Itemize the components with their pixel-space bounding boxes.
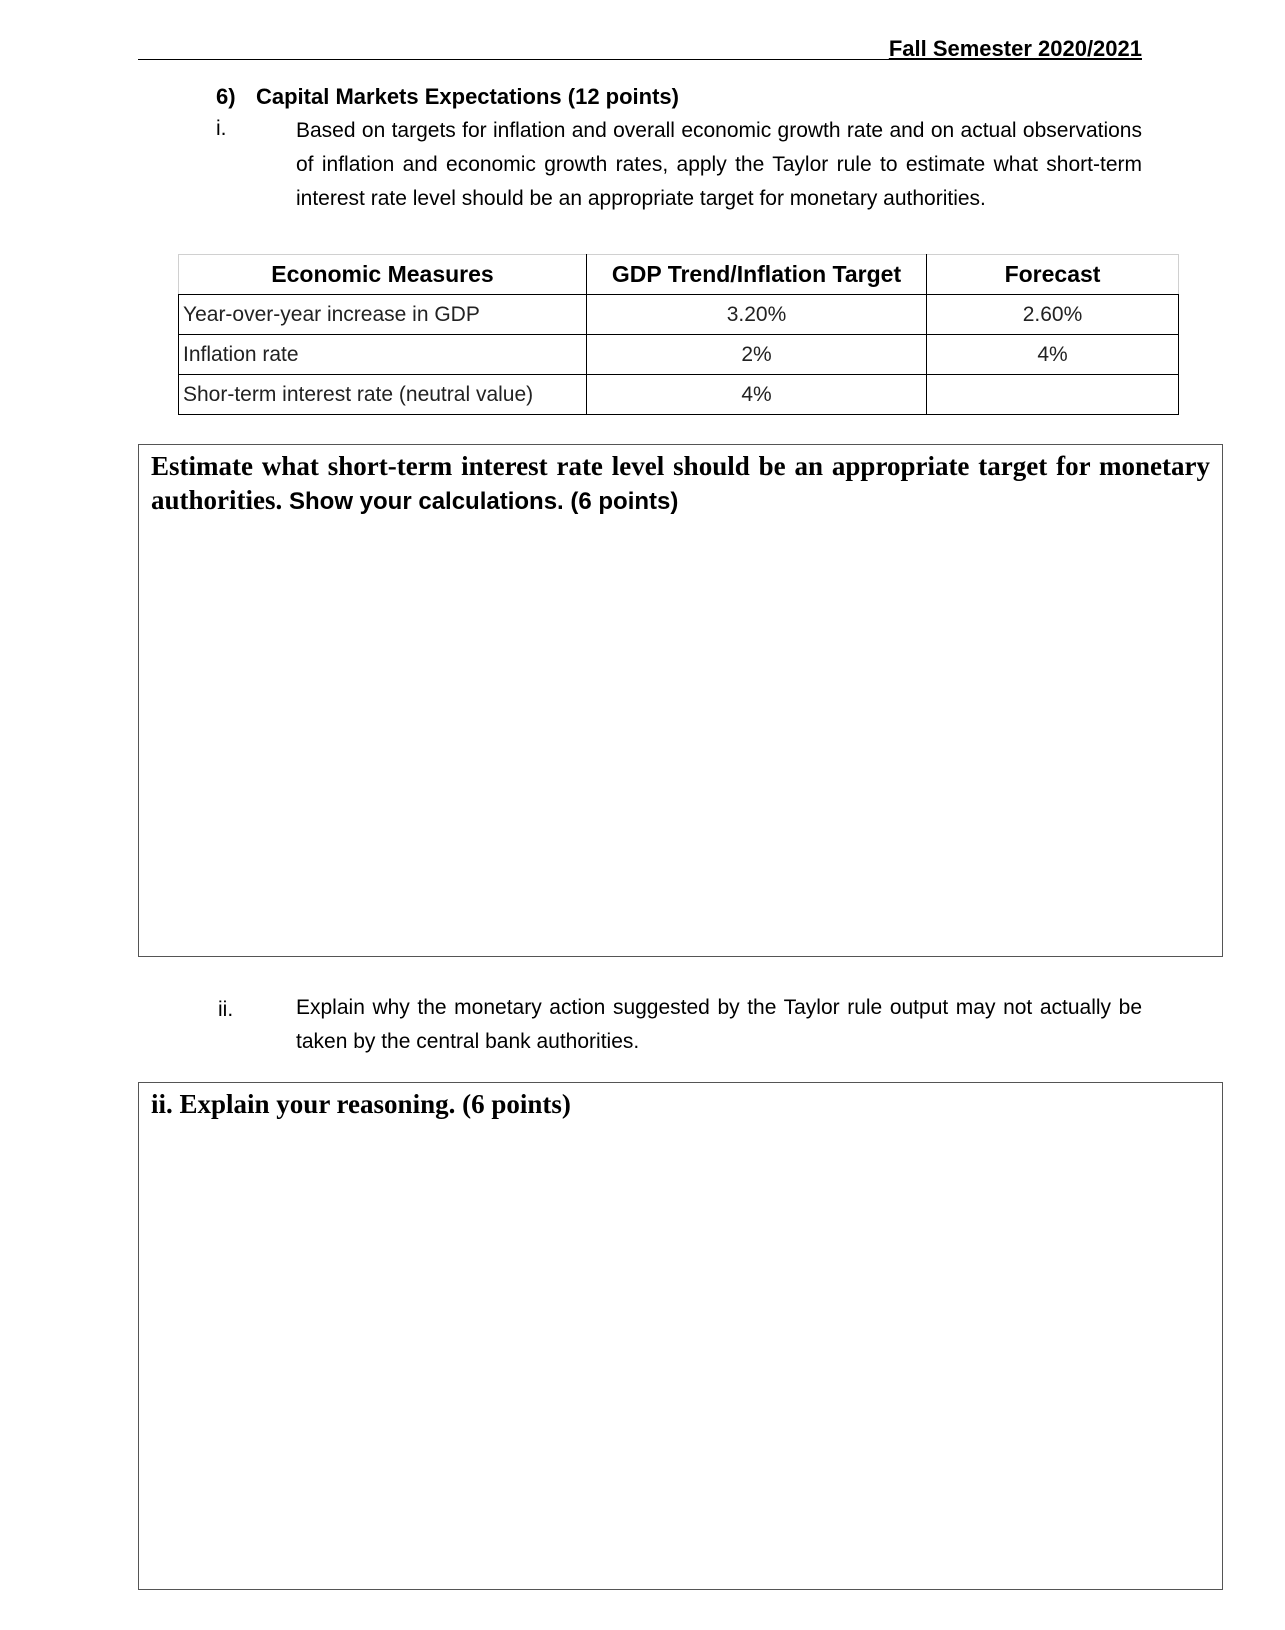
- table-row: [179, 295, 1179, 335]
- part-ii-text: Explain why the monetary action suggested by the Taylor rule output may not actually be taken by the central bank authorities.: [296, 996, 1142, 1053]
- answer-box-2-title: ii. Explain your reasoning. (6 points): [151, 1089, 571, 1119]
- semester-header: Fall Semester 2020/2021: [888, 36, 1142, 61]
- table-cell: 3.20%: [587, 295, 927, 335]
- answer-box-calculations[interactable]: [138, 444, 1223, 957]
- part-ii-label: ii.: [218, 998, 234, 1021]
- answer-box-1-title-sans: Show your calculations. (6 points): [289, 488, 679, 515]
- question-title-text: Capital Markets Expectations (12 points): [256, 84, 679, 109]
- table-header-row: [179, 255, 1179, 295]
- table-cell: 4%: [587, 375, 927, 415]
- table-cell: Inflation rate: [179, 335, 587, 375]
- header-rule: [138, 59, 1142, 60]
- question-number: 6): [216, 84, 236, 109]
- table-cell: Year-over-year increase in GDP: [179, 295, 587, 335]
- table-cell: 2%: [587, 335, 927, 375]
- table-row: [179, 375, 1179, 415]
- table-cell: [927, 375, 1179, 415]
- table-cell: Shor-term interest rate (neutral value): [179, 375, 587, 415]
- table-header-cell: GDP Trend/Inflation Target: [587, 255, 927, 295]
- question-title: [216, 84, 679, 110]
- answer-box-reasoning[interactable]: [138, 1082, 1223, 1590]
- table-header-cell: Forecast: [927, 255, 1179, 295]
- table-cell: 4%: [927, 335, 1179, 375]
- answer-box-1-title: [151, 449, 1210, 519]
- answer-box-1-title-serif: Estimate what short-term interest rate level should be an appropriate target for monetary authorities.: [151, 451, 1210, 515]
- table-header-cell: Economic Measures: [179, 255, 587, 295]
- table-cell: 2.60%: [927, 295, 1179, 335]
- economic-measures-table: [178, 254, 1179, 415]
- table-row: [179, 335, 1179, 375]
- part-i-label: i.: [216, 117, 227, 140]
- part-i-text: Based on targets for inflation and overall economic growth rate and on actual observations of inflation and economic growth rates, apply the Taylor rule to estimate what short-term interest rate level should be an appropriate target for monetary authorities.: [296, 119, 1142, 210]
